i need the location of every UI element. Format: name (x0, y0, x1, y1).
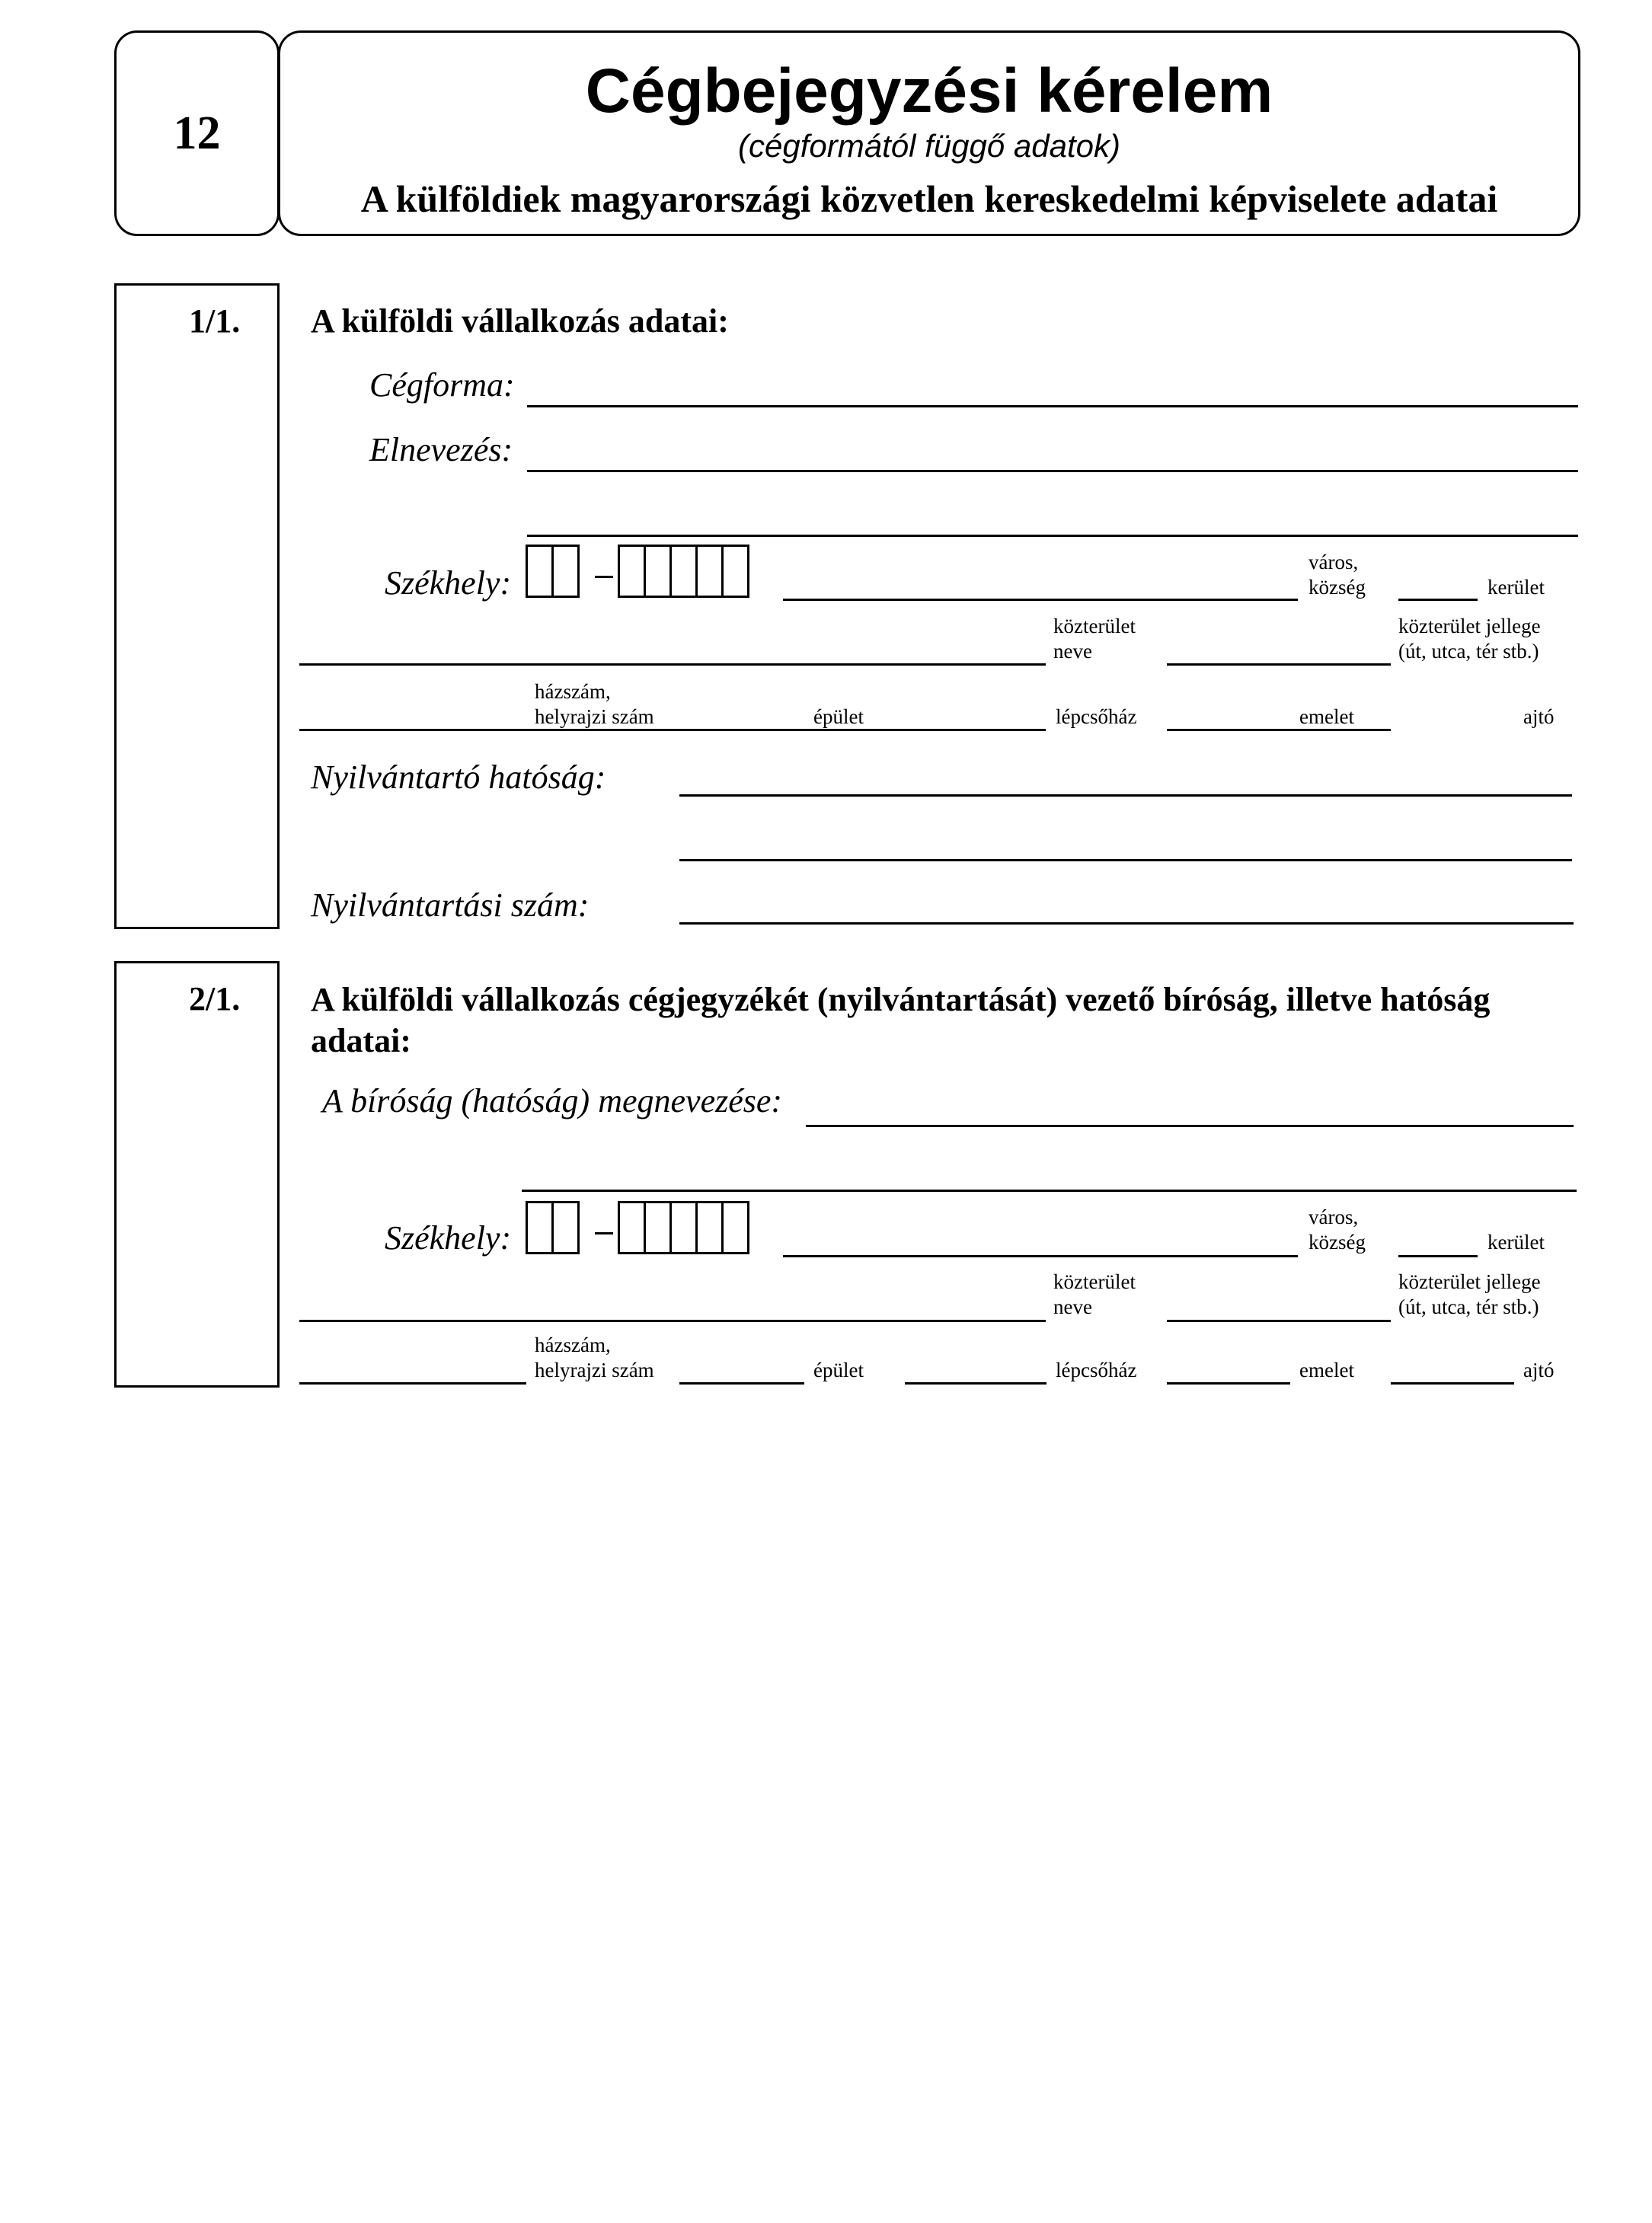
street2-type-label-1: közterület jellege (1398, 1270, 1541, 1293)
street2-name-label (1053, 1270, 1136, 1320)
street-type-line (1167, 663, 1391, 666)
szekhely-label: Székhely: (385, 564, 512, 602)
house-number-label (535, 679, 654, 730)
street-type-label-1: közterület jellege (1398, 615, 1541, 637)
postcode2-cell-2[interactable] (644, 1201, 672, 1254)
page-title: Cégbejegyzési kérelem (585, 56, 1273, 126)
elnevezes-line (527, 470, 1578, 472)
street2-name-label-1: közterület (1053, 1270, 1136, 1293)
street-type-label (1398, 614, 1541, 664)
building2-label: épület (813, 1359, 864, 1381)
city2-label-1: város, (1308, 1206, 1359, 1228)
stair-line (1167, 729, 1391, 731)
street-type-label-2: (út, utca, tér stb.) (1398, 640, 1539, 663)
district2-line (1398, 1255, 1478, 1257)
elnevezes-label: Elnevezés: (369, 431, 513, 468)
postcode-cell-3[interactable] (669, 545, 698, 598)
street-name-label-1: közterület (1053, 615, 1136, 637)
street2-type-label (1398, 1270, 1541, 1320)
door2-label: ajtó (1523, 1359, 1555, 1381)
district-label: kerület (1487, 576, 1545, 599)
street-name-label (1053, 614, 1136, 664)
postcode2-cell-4[interactable] (695, 1201, 724, 1254)
cegforma-line (527, 405, 1578, 407)
house2-number-label-1: házszám, (535, 1333, 611, 1356)
street2-type-label-2: (út, utca, tér stb.) (1398, 1295, 1539, 1318)
form-number: 12 (173, 107, 221, 159)
street-name-label-2: neve (1053, 640, 1092, 663)
regnum-input[interactable] (679, 889, 1577, 924)
court-line (806, 1125, 1574, 1127)
city-label (1308, 550, 1366, 600)
cegforma-label: Cégforma: (369, 366, 515, 404)
city2-label (1308, 1205, 1366, 1255)
city-label-1: város, (1308, 551, 1359, 573)
house-number-line (299, 729, 1046, 731)
city2-line (783, 1255, 1298, 1257)
floor2-label: emelet (1299, 1359, 1354, 1381)
postcode2-country-cell-1[interactable] (526, 1201, 554, 1254)
house-number-label-1: házszám, (535, 680, 611, 703)
section2-title (311, 979, 1490, 1062)
building-label: épület (813, 705, 864, 728)
cegforma-input[interactable] (527, 372, 1581, 407)
authority-line-2 (679, 859, 1572, 861)
postcode-dash (595, 576, 613, 578)
elnevezes-input[interactable] (527, 436, 1581, 471)
regnum-line (679, 922, 1574, 925)
postcode2-country-cell-2[interactable] (551, 1201, 580, 1254)
authority-label: Nyilvántartó hatóság: (311, 759, 606, 796)
postcode-cell-1[interactable] (618, 545, 646, 598)
stair2-pre-line (905, 1382, 1046, 1385)
section1-number-box (114, 283, 280, 929)
elnevezes-input-2[interactable] (527, 501, 1581, 536)
postcode2-cell-3[interactable] (669, 1201, 698, 1254)
authority-line (679, 794, 1572, 797)
section2-title-line2: adatai: (311, 1022, 411, 1059)
stair2-line (1167, 1382, 1290, 1385)
city-line (783, 599, 1298, 601)
regnum-label: Nyilvántartási szám: (311, 886, 590, 924)
court-line-2 (522, 1190, 1577, 1192)
court-input[interactable] (806, 1091, 1577, 1126)
house2-number-line (299, 1382, 526, 1385)
house-number-label-2: helyrajzi szám (535, 705, 654, 728)
section2-number: 2/1. (189, 980, 241, 1017)
postcode2-cell-1[interactable] (618, 1201, 646, 1254)
district-line (1398, 599, 1478, 601)
section1-title: A külföldi vállalkozás adatai: (311, 302, 729, 340)
house2-number-label-2: helyrajzi szám (535, 1359, 654, 1381)
postcode2-cell-5[interactable] (721, 1201, 749, 1254)
street-name-line (299, 663, 1046, 666)
door-label: ajtó (1523, 705, 1555, 728)
section1-number: 1/1. (189, 302, 241, 340)
postcode-cell-2[interactable] (644, 545, 672, 598)
street2-name-line (299, 1320, 1046, 1322)
floor-label: emelet (1299, 705, 1354, 728)
postcode-cell-4[interactable] (695, 545, 724, 598)
floor2-line (1391, 1382, 1514, 1385)
postcode-cell-5[interactable] (721, 545, 749, 598)
postcode-country-cell-2[interactable] (551, 545, 580, 598)
stair2-label: lépcsőház (1056, 1359, 1137, 1381)
page-heading: A külföldiek magyarországi közvetlen kereskedelmi képviselete adatai (360, 177, 1498, 220)
section2-number-box (114, 961, 280, 1388)
court-label: A bíróság (hatóság) megnevezése: (322, 1082, 783, 1119)
city-label-2: község (1308, 576, 1366, 599)
street2-type-line (1167, 1320, 1391, 1322)
street2-name-label-2: neve (1053, 1295, 1092, 1318)
court-input-2[interactable] (522, 1156, 1580, 1191)
authority-input[interactable] (679, 761, 1575, 796)
szekhely2-label: Székhely: (385, 1219, 512, 1257)
page-subtitle: (cégformától függő adatok) (738, 128, 1120, 164)
building2-line (679, 1382, 804, 1385)
district2-label: kerület (1487, 1231, 1545, 1254)
elnevezes-line-2 (527, 535, 1578, 537)
stair-label: lépcsőház (1056, 705, 1137, 728)
postcode-country-cell-1[interactable] (526, 545, 554, 598)
city2-label-2: község (1308, 1231, 1366, 1254)
section2-title-line1: A külföldi vállalkozás cégjegyzékét (nyilvántartását) vezető bíróság, illetve hatóság (311, 981, 1491, 1018)
postcode2-dash (595, 1232, 613, 1234)
authority-input-2[interactable] (679, 826, 1575, 861)
house2-number-label (535, 1333, 654, 1383)
